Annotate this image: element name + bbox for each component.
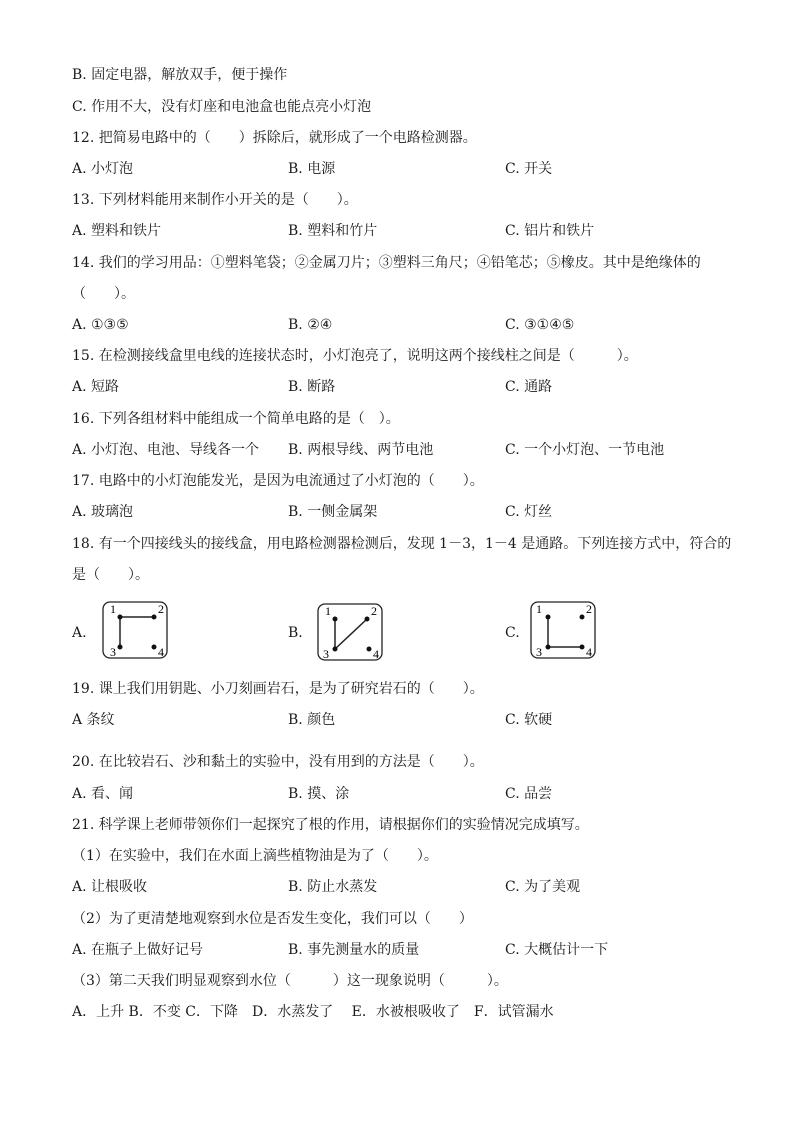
- q21-2-option-c: C. 大概估计一下: [505, 942, 609, 958]
- q19-option-a: A 条纹: [72, 712, 115, 728]
- question-21: 21. 科学课上老师带领你们一起探究了根的作用，请根据你们的实验情况完成填写。: [72, 817, 589, 833]
- terminal-4: 4: [586, 645, 592, 659]
- q19-option-b: B. 颜色: [288, 712, 336, 728]
- terminal-2: 2: [586, 602, 592, 616]
- terminal-4: 4: [373, 647, 379, 661]
- q12-option-b: B. 电源: [288, 161, 336, 177]
- terminal-2: 2: [158, 602, 164, 616]
- q21-1-option-b: B. 防止水蒸发: [288, 879, 378, 895]
- question-13: 13. 下列材料能用来制作小开关的是（ ）。: [72, 192, 358, 208]
- terminal-2: 2: [371, 604, 377, 618]
- question-14-cont: （ ）。: [72, 286, 135, 302]
- q18-option-b-label: B.: [288, 625, 303, 641]
- q17-option-b: B. 一侧金属架: [288, 504, 378, 520]
- q17-option-a: A. 玻璃泡: [72, 504, 134, 520]
- q14-option-b: B. ②④: [288, 317, 333, 333]
- terminal-3: 3: [536, 645, 542, 659]
- q15-option-a: A. 短路: [72, 379, 120, 395]
- question-16: 16. 下列各组材料中能组成一个简单电路的是（ ）。: [72, 411, 400, 427]
- q18-diagram-c: [530, 601, 596, 659]
- q14-option-a: A. ①③⑤: [72, 317, 129, 333]
- terminal-4: 4: [158, 645, 164, 659]
- q17-option-c: C. 灯丝: [505, 504, 553, 520]
- option-c-line: C. 作用不大，没有灯座和电池盒也能点亮小灯泡: [72, 99, 372, 115]
- question-18-cont: 是（ ）。: [72, 567, 149, 583]
- question-21-3: （3）第二天我们明显观察到水位（ ）这一现象说明（ ）。: [72, 973, 508, 989]
- q19-option-c: C. 软硬: [505, 712, 553, 728]
- q20-option-b: B. 摸、涂: [288, 786, 350, 802]
- question-12: 12. 把简易电路中的（ ）拆除后，就形成了一个电路检测器。: [72, 130, 477, 146]
- q18-option-a-label: A.: [72, 625, 87, 641]
- terminal-3: 3: [323, 647, 329, 661]
- q21-2-option-a: A. 在瓶子上做好记号: [72, 942, 204, 958]
- q18-option-c-label: C.: [505, 625, 520, 641]
- question-19: 19. 课上我们用钥匙、小刀刻画岩石，是为了研究岩石的（ ）。: [72, 681, 484, 697]
- q18-diagram-b: [317, 603, 383, 661]
- q20-option-a: A. 看、闻: [72, 786, 134, 802]
- question-21-3-options: A．上升 B．不变 C．下降 D．水蒸发了 E．水被根吸收了 F．试管漏水: [72, 1004, 554, 1020]
- question-21-1: （1）在实验中，我们在水面上滴些植物油是为了（ ）。: [72, 848, 438, 864]
- q12-option-a: A. 小灯泡: [72, 161, 134, 177]
- q12-option-c: C. 开关: [505, 161, 553, 177]
- q21-1-option-a: A. 让根吸收: [72, 879, 148, 895]
- q16-option-a: A. 小灯泡、电池、导线各一个: [72, 442, 260, 458]
- q20-option-c: C. 品尝: [505, 786, 553, 802]
- q13-option-b: B. 塑料和竹片: [288, 223, 378, 239]
- q21-1-option-c: C. 为了美观: [505, 879, 581, 895]
- terminal-1: 1: [536, 602, 542, 616]
- q13-option-c: C. 铝片和铁片: [505, 223, 595, 239]
- question-21-2: （2）为了更清楚地观察到水位是否发生变化，我们可以（ ）: [72, 911, 473, 927]
- q13-option-a: A. 塑料和铁片: [72, 223, 162, 239]
- q14-option-c: C. ③①④⑤: [505, 317, 575, 333]
- option-b-line: B. 固定电器，解放双手，便于操作: [72, 67, 288, 83]
- q15-option-b: B. 断路: [288, 379, 336, 395]
- q16-option-c: C. 一个小灯泡、一节电池: [505, 442, 665, 458]
- question-15: 15. 在检测接线盒里电线的连接状态时，小灯泡亮了，说明这两个接线柱之间是（ ）。: [72, 348, 638, 364]
- q15-option-c: C. 通路: [505, 379, 553, 395]
- q21-2-option-b: B. 事先测量水的质量: [288, 942, 420, 958]
- terminal-1: 1: [110, 602, 116, 616]
- terminal-3: 3: [110, 645, 116, 659]
- terminal-1: 1: [325, 604, 331, 618]
- question-18: 18. 有一个四接线头的接线盒，用电路检测器检测后，发现 1－3，1－4 是通路。下列连接方式中，符合的: [72, 536, 732, 552]
- q18-diagram-a: [102, 601, 168, 659]
- question-14: 14. 我们的学习用品：①塑料笔袋；②金属刀片；③塑料三角尺；④铅笔芯；⑤橡皮。其中是绝缘体的: [72, 255, 701, 271]
- question-20: 20. 在比较岩石、沙和黏土的实验中，没有用到的方法是（ ）。: [72, 754, 484, 770]
- question-17: 17. 电路中的小灯泡能发光，是因为电流通过了小灯泡的（ ）。: [72, 473, 484, 489]
- q16-option-b: B. 两根导线、两节电池: [288, 442, 434, 458]
